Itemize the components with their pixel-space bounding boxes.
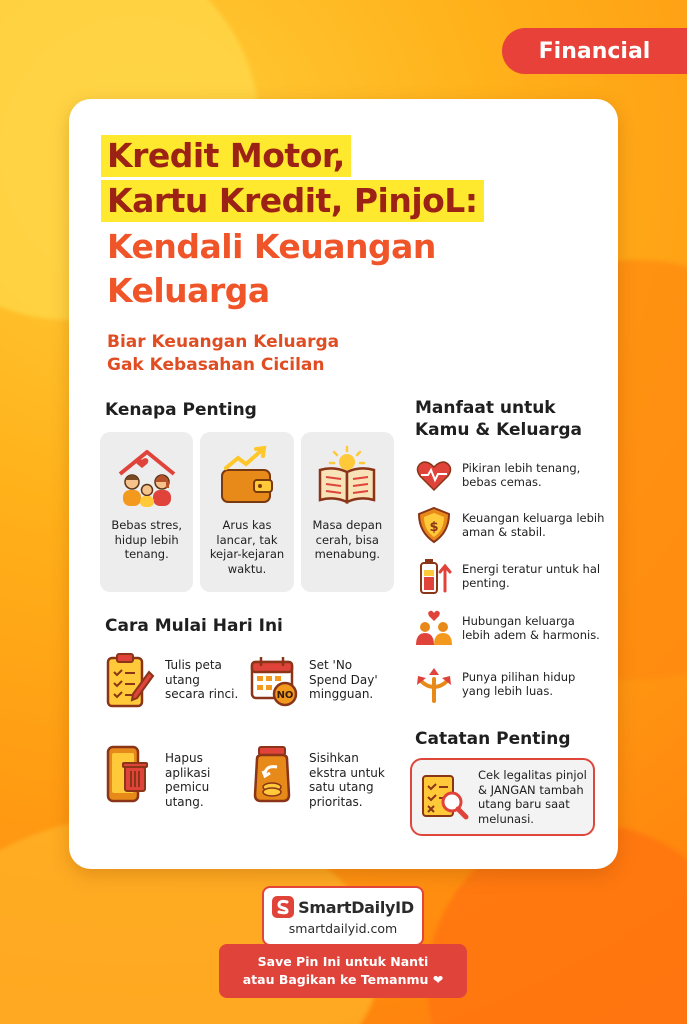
why-card: [100, 432, 193, 592]
couple-heart-icon: [415, 609, 453, 647]
why-card: [301, 432, 394, 592]
open-book-sun-icon: [314, 444, 380, 508]
benefits-heading-line-1: Manfaat untuk: [415, 398, 556, 418]
brand-logo[interactable]: [262, 886, 424, 946]
benefit-item: [415, 609, 605, 647]
step-text: Set 'No Spend Day' mingguan.: [309, 658, 378, 701]
step-text: Tulis peta utang secara rinci.: [165, 658, 239, 701]
why-card: [200, 432, 293, 592]
cta-line-2: atau Bagikan ke Temanmu ❤: [242, 972, 444, 987]
calendar-no-icon: [249, 652, 299, 710]
benefit-text: Keuangan keluarga lebih aman & stabil.: [462, 510, 605, 539]
benefits-heading: [415, 397, 605, 441]
brand-name: SmartDailyID: [298, 897, 414, 917]
subtitle-line-2: Gak Kebasahan Cicilan: [107, 355, 325, 375]
page-title: [101, 135, 601, 313]
title-line-4: Keluarga: [107, 271, 270, 310]
subtitle-line-1: Biar Keuangan Keluarga: [107, 332, 340, 352]
step-text: Sisihkan ekstra untuk satu utang prioritas.: [309, 751, 385, 809]
why-text: Bebas stres, hidup lebih tenang.: [111, 518, 182, 561]
clipboard-pencil-icon: [105, 652, 155, 710]
benefit-text: Energi teratur untuk hal penting.: [462, 561, 601, 590]
checklist-magnifier-icon: [420, 772, 470, 822]
cta-line-1: Save Pin Ini untuk Nanti: [257, 954, 429, 969]
benefit-text: Pikiran lebih tenang, bebas cemas.: [462, 460, 581, 489]
note-text: Cek legalitas pinjol & JANGAN tambah utang baru saat melunasi.: [478, 768, 587, 826]
battery-up-icon: [415, 557, 453, 595]
note-box: [410, 758, 595, 836]
save-share-cta[interactable]: [219, 944, 467, 998]
benefit-text: Punya pilihan hidup yang lebih luas.: [462, 669, 576, 698]
step-item: [105, 652, 243, 710]
brand-url[interactable]: smartdailyid.com: [288, 921, 398, 936]
steps-heading: Cara Mulai Hari Ini: [105, 616, 283, 636]
shield-money-icon: [415, 506, 453, 544]
step-text: Hapus aplikasi pemicu utang.: [165, 751, 211, 809]
benefit-text: Hubungan keluarga lebih adem & harmonis.: [462, 613, 600, 642]
wallet-growth-icon: [214, 444, 280, 508]
step-item: [249, 745, 389, 809]
note-heading: Catatan Penting: [415, 729, 571, 749]
phone-trash-icon: [105, 745, 155, 803]
info-card: [69, 99, 618, 869]
benefit-item: [415, 506, 605, 544]
svg-text:$: $: [429, 520, 439, 535]
heart-pulse-icon: [415, 456, 453, 494]
page-subtitle: [107, 331, 427, 377]
step-item: [249, 652, 389, 710]
why-heading: Kenapa Penting: [105, 400, 257, 420]
benefit-item: [415, 456, 605, 494]
savings-jar-icon: [249, 745, 299, 803]
title-line-3: Kendali Keuangan: [107, 227, 436, 266]
brand-mark-icon: [272, 896, 294, 918]
why-text: Masa depan cerah, bisa menabung.: [312, 518, 383, 561]
why-text: Arus kas lancar, tak kejar-kejaran waktu.: [209, 518, 285, 576]
step-item: [105, 745, 227, 809]
benefit-item: [415, 665, 605, 703]
why-cards: [100, 432, 394, 592]
category-tag: Financial: [502, 28, 687, 74]
svg-text:NO: NO: [276, 690, 294, 701]
direction-arrows-icon: [415, 665, 453, 703]
benefit-item: [415, 557, 605, 595]
family-house-icon: [114, 444, 180, 508]
title-line-1: Kredit Motor,: [101, 135, 351, 177]
benefits-heading-line-2: Kamu & Keluarga: [415, 420, 582, 440]
title-line-2: Kartu Kredit, PinjoL:: [101, 180, 484, 222]
